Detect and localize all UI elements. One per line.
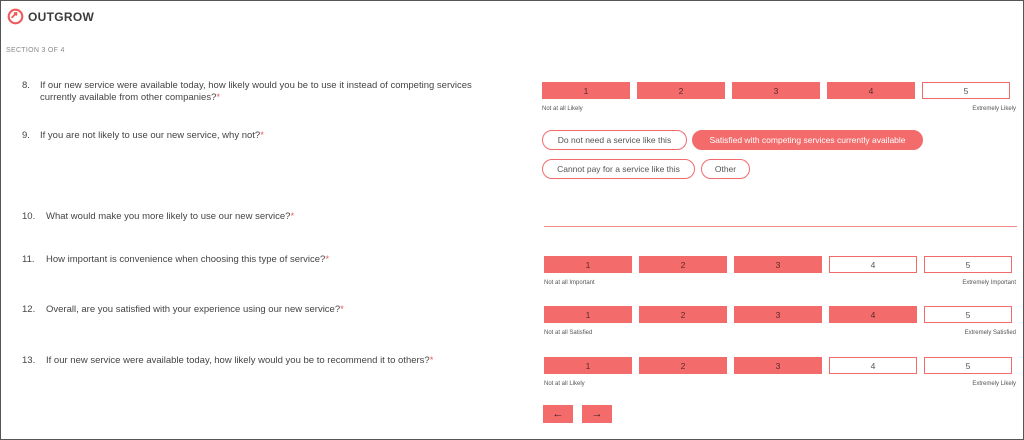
rating-option-5[interactable]: 5 <box>922 82 1010 99</box>
choice-do-not-need[interactable]: Do not need a service like this <box>542 130 687 150</box>
rating-option-1[interactable]: 1 <box>544 256 632 273</box>
rating-option-4[interactable]: 4 <box>827 82 915 99</box>
arrow-right-icon: → <box>591 408 603 420</box>
scale-high-label: Extremely Likely <box>972 381 1016 387</box>
question-12 <box>22 304 344 316</box>
question-text <box>46 304 344 316</box>
rating-option-2[interactable]: 2 <box>639 306 727 323</box>
question-number: 13. <box>22 355 36 366</box>
question-text <box>40 130 264 142</box>
rating-option-1[interactable]: 1 <box>542 82 630 99</box>
answer-text-input[interactable] <box>544 226 1017 227</box>
question-text-body: What would make you more likely to use our new service? <box>46 211 291 222</box>
required-marker: * <box>290 211 295 222</box>
choice-other[interactable]: Other <box>701 159 750 179</box>
question-text <box>40 80 472 104</box>
question-9 <box>22 130 264 142</box>
rating-option-2[interactable]: 2 <box>637 82 725 99</box>
scale-high-label: Extremely Likely <box>972 106 1016 112</box>
scale-high-label: Extremely Important <box>962 280 1016 286</box>
question-text <box>46 211 294 223</box>
question-text-body: If our new service were available today, how likely would you be to recommend it to others? <box>46 355 430 366</box>
question-text-body: If you are not likely to use our new service, why not? <box>40 130 261 141</box>
logo <box>7 8 94 25</box>
question-number: 8. <box>22 80 30 91</box>
outgrow-logo-icon <box>7 8 24 25</box>
scale-low-label: Not at all Likely <box>544 381 585 387</box>
required-marker: * <box>429 355 434 366</box>
question-11 <box>22 254 329 266</box>
question-number: 12. <box>22 304 36 315</box>
question-text-line1: If our new service were available today, how likely would you be to use it instead of competing services <box>40 80 472 91</box>
rating-option-2[interactable]: 2 <box>639 357 727 374</box>
rating-option-1[interactable]: 1 <box>544 306 632 323</box>
choice-cannot-pay[interactable]: Cannot pay for a service like this <box>542 159 695 179</box>
rating-option-5[interactable]: 5 <box>924 306 1012 323</box>
scale-low-label: Not at all Satisfied <box>544 330 593 336</box>
rating-scale-q13 <box>544 357 1012 374</box>
question-number: 9. <box>22 130 30 141</box>
question-text <box>46 355 433 367</box>
rating-option-5[interactable]: 5 <box>924 256 1012 273</box>
question-text-line2: currently available from other companies? <box>40 92 217 103</box>
question-8 <box>22 80 472 104</box>
question-10 <box>22 211 294 223</box>
rating-option-2[interactable]: 2 <box>639 256 727 273</box>
rating-option-3[interactable]: 3 <box>734 306 822 323</box>
question-text-body: How important is convenience when choosing this type of service? <box>46 254 326 265</box>
arrow-left-icon: ← <box>552 408 564 420</box>
question-13 <box>22 355 433 367</box>
scale-high-label: Extremely Satisfied <box>964 330 1016 336</box>
rating-option-4[interactable]: 4 <box>829 256 917 273</box>
required-marker: * <box>325 254 330 265</box>
choice-satisfied-with-competing[interactable]: Satisfied with competing services currently available <box>692 130 923 150</box>
previous-button[interactable] <box>543 405 573 423</box>
required-marker: * <box>260 130 264 141</box>
question-text <box>46 254 329 266</box>
section-indicator: SECTION 3 OF 4 <box>6 47 65 54</box>
rating-option-3[interactable]: 3 <box>734 357 822 374</box>
rating-scale-q11 <box>544 256 1012 273</box>
brand-name: OUTGROW <box>28 9 95 24</box>
required-marker: * <box>340 304 344 315</box>
question-number: 11. <box>22 254 35 265</box>
scale-low-label: Not at all Likely <box>542 106 583 112</box>
rating-option-4[interactable]: 4 <box>829 306 917 323</box>
rating-option-1[interactable]: 1 <box>544 357 632 374</box>
question-number: 10. <box>22 211 36 222</box>
rating-option-3[interactable]: 3 <box>732 82 820 99</box>
rating-scale-q8 <box>542 82 1010 99</box>
question-text-body: Overall, are you satisfied with your experience using our new service? <box>46 304 341 315</box>
rating-option-3[interactable]: 3 <box>734 256 822 273</box>
rating-option-5[interactable]: 5 <box>924 357 1012 374</box>
next-button[interactable] <box>582 405 612 423</box>
required-marker: * <box>216 92 221 103</box>
rating-scale-q12 <box>544 306 1012 323</box>
scale-low-label: Not at all Important <box>544 280 595 286</box>
rating-option-4[interactable]: 4 <box>829 357 917 374</box>
